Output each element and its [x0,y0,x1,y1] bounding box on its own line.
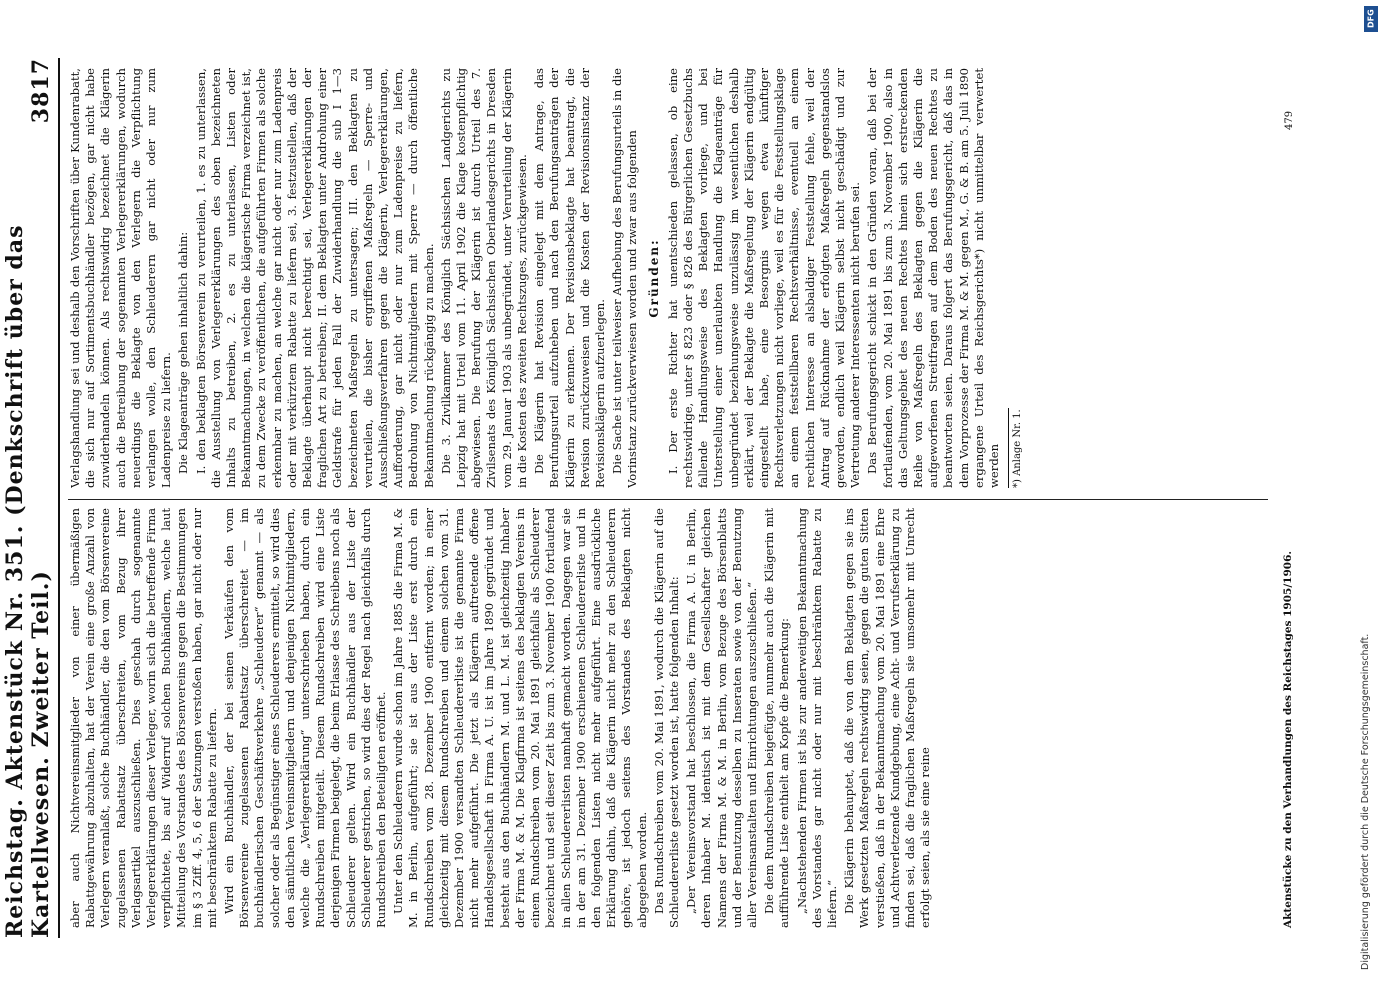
left-text-column [68,508,1258,928]
paragraph: Wird ein Buchhändler, der bei seinen Verkäufen den vom Börsenvereine zugelassenen Rabattsatz überschreitet — im buchhändlerischen Geschäftsverkehre „Schleuderer“ genannt — als solcher oder als Begünstiger eines Schleuderers ermittelt, so wird dies den sämtlichen Vereinsmitgliedern und denjenigen Nichtmitgliedern, welche die „Verlegererklärung“ unterschrieben haben, durch ein Rundschreiben mitgeteilt. Diesem Rundschreiben wird eine Liste derjenigen Firmen beigelegt, die beim Erlasse des Schreibens noch als Schleuderer gelten. Wird ein Buchhändler aus der Liste der Schleuderer gestrichen, so wird dies der Regel nach gleichfalls durch Rundschreiben den Beteiligten eröffnet. [222,508,389,928]
paragraph: Die Klägerin behauptet, daß die von dem Beklagten gegen sie ins Werk gesetzten Maßregeln rechtswidrig seien, gegen die guten Sitten verstießen, daß in der Bekanntmachung vom 20. Mai 1891 eine Ehre und Achtverletzende Kundgebung, eine Acht- und Verrufserklärung zu finden sei, daß die fraglichen Maßregeln sie umsomehr mit Unrecht erfolgt seien, als sie eine reine [842,508,933,928]
footnote: *) Anlage Nr. 1. [1012,409,1024,488]
paragraph: „Nachstehenden Firmen ist bis zur anderweitigen Bekanntmachung des Vorstandes gar nicht oder nur mit beschränktem Rabatte zu liefern.“ [794,508,839,928]
paragraph: „Der Vereinsvorstand hat beschlossen, die Firma A. U. in Berlin, deren Inhaber M. identisch ist mit dem Gesellschafter gleichen Namens der Firma M. & M. in Berlin, vom Bezuge des Börsenblatts und der Benutzung desselben zu Inseraten sowie von der Benutzung aller Vereinsanstalten und Einrichtungen auszuschließen.“ [684,508,759,928]
paragraph: Die 3. Zivilkammer des Königlich Sächsischen Landgerichts zu Leipzig hat mit Urteil vom 11. April 1902 die Klage kostenpflichtig abgewiesen. Die Berufung der Klägerin ist durch Urteil des 7. Zivilsenats des Königlich Sächsischen Oberlandesgerichts in Dresden vom 29. Januar 1903 als unbegründet, unter Verurteilung der Klägerin in die Kosten des zweiten Rechtszuges, zurückgewiesen. [438,68,529,488]
paragraph: Das Berufungsgericht schickt in den Gründen voran, daß bei der fortlaufenden, vom 20. Mai 1891 bis zum 3. November 1900, also in das Geltungsgebiet des neuen Rechtes hinein sich erstreckenden Reihe von Maßregeln des Beklagten gegen die Klägerin die aufgeworfenen Streitfragen auf dem Boden des neuen Rechtes zu beantworten seien. Daraus folgert das Berufungsgericht, daß das in dem Vorprozesse der Firma M. & M. gegen M., G. & B. am 5. Juli 1890 ergangene Urteil des Reichsgerichts*) nicht unmittelbar verwertet werden [865,68,1001,488]
paragraph: Die dem Rundschreiben beigefügte, nunmehr auch die Klägerin mit aufführende Liste enthielt am Kopfe die Bemerkung: [762,508,792,928]
footnote-rule [1008,408,1009,488]
paragraph: Verlagshandlung sei und deshalb den Vorschriften über Kundenrabatt, die sich nur auf Sortimentsbuchhändler bezögen, gar nicht habe zuwiderhandeln können. Als rechtswidrig bezeichnet die Klägerin auch die Betreibung der sogenannten Verlegererklärungen, wodurch neuerdings die Beklagte von den Verlegern die Verpflichtung verlangen wolle, den Schleuderern gar nicht oder nur zum Ladenpreise zu liefern. [68,68,174,488]
paragraph: Die Klageanträge gehen inhaltlich dahin: [176,231,191,474]
paragraph: aber auch Nichtvereinsmitglieder von einer übermäßigen Rabattgewährung abzuhalten, hat der Verein eine große Anzahl von Verlegern veranlaßt, solche Buchhändler, die den vom Börsenvereine zugelassenen Rabattsatz überschreiten, vom Bezug ihrer Verlagsartikel auszuschließen. Dies geschah durch sogenannte Verlegererklärungen dieser Verleger, worin sich die betreffende Firma verpflichtete, bis auf Widerruf solchen Buchhändlern, welche laut Mitteilung des Vorstandes des Börsenvereins gegen die Bestimmungen im § 3 Ziff. 4, 5, 6 der Satzungen verstoßen haben, gar nicht oder nur mit beschränktem Rabatte zu liefern. [68,508,219,928]
page-header [2,58,60,938]
paragraph: Unter den Schleuderern wurde schon im Jahre 1885 die Firma M. & M. in Berlin, aufgeführt; sie ist aus der Liste erst durch ein Rundschreiben vom 28. Dezember 1900 entfernt worden; in einer gleichzeitig mit diesem Rundschreiben und einem solchen vom 31. Dezember 1900 versandten Schleudererliste ist die genannte Firma nicht mehr aufgeführt. Die jetzt als Klägerin auftretende offene Handelsgesellschaft in Firma A. U. ist im Jahre 1890 gegründet und besteht aus den Buchhändlern M. und L. M. ist gleichzeitig Inhaber der Firma M. & M. Die Klagfirma ist seitens des beklagten Vereins in einem Rundschreiben vom 20. Mai 1891 gleichfalls als Schleuderer bezeichnet und seit dieser Zeit bis zum 3. November 1900 fortlaufend in allen Schleudererlisten namhaft gemacht worden. Dagegen war sie in der am 31. Dezember 1900 erschienenen Schleudererliste und in den folgenden Listen nicht mehr aufgeführt. Eine ausdrückliche Erklärung dahin, daß die Klägerin nicht mehr zu den Schleuderern gehöre, ist jedoch seitens des Vorstandes des Beklagten nicht abgegeben worden. [391,508,649,928]
sheet-number: 479 [1284,110,1295,130]
digitization-credit: Digitalisierung gefördert durch die Deutsche Forschungsgemeinschaft. [1360,633,1371,970]
paragraph: Die Klägerin hat Revision eingelegt mit dem Antrage, das Berufungsurteil aufzuheben und nach den Berufungsanträgen der Klägerin zu erkennen. Der Revisionsbeklagte hat beantragt, die Revision zurückzuweisen und die Kosten der Revisionsinstanz der Revisionsklägerin aufzuerlegen. [532,68,607,488]
publication-footer: Aktenstücke zu den Verhandlungen des Reichstages 1905/1906. [1282,550,1294,928]
paragraph: Die Sache ist unter teilweiser Aufhebung des Berufungsurteils in die Vorinstanz zurückverwiesen worden und zwar aus folgenden [610,68,640,488]
paragraph: Das Rundschreiben vom 20. Mai 1891, wodurch die Klägerin auf die Schleudererliste gesetzt worden ist, hatte folgenden Inhalt: [651,508,681,928]
page-number: 3817 [28,58,54,124]
paragraph: I. Der erste Richter hat unentschieden gelassen, ob eine rechtswidrige, unter § 823 oder § 826 des Bürgerlichen Gesetzbuchs fallende Handlungsweise des Beklagten vorliege, und bei Unterstellung einer unerlaubten Handlung die Klageanträge für unbegründet beziehungsweise unzulässig im wesentlichen deshalb erklärt, weil der Beklagte die Maßregelung der Klägerin endgültig eingestellt habe, eine Besorgnis wegen etwa künftiger Rechtsverletzungen nicht vorliege, weil es für die Feststellungsklage an einem feststellbaren Rechtsverhältnisse, eventuell an einem rechtlichen Interesse an alsbaldiger Feststellung fehle, weil der Antrag auf Rücknahme der erfolgten Maßregeln gegenstandslos geworden, endlich weil Klägerin selbst nicht geschädigt und zur Vertretung anderer Interessenten nicht berufen sei. [665,68,863,488]
right-text-column [68,68,1258,488]
column-divider [68,499,1268,500]
page-title: Reichstag. Aktenstück Nr. 351. (Denkschrift über das Kartellwesen. Zweiter Teil.) [2,224,54,938]
section-heading: Gründen: [646,238,661,318]
dfg-logo: DFG [1364,6,1378,32]
paragraph: I. den beklagten Börsenverein zu verurteilen, 1. es zu unterlassen, die Ausstellung von Verlegererklärungen des oben bezeichneten Inhalts zu betreiben, 2. es zu unterlassen, Listen oder Bekanntmachungen, in welchen die klägerische Firma verzeichnet ist, zu dem Zwecke zu veröffentlichen, die aufgeführten Firmen als solche erkennbar zu machen, an welche gar nicht oder nur zum Ladenpreis oder mit verkürztem Rabatte zu liefern sei, 3. festzustellen, daß der Beklagte überhaupt nicht berechtigt sei, Verlegererklärungen der fraglichen Art zu betreiben; II. dem Beklagten unter Androhung einer Geldstrafe für jeden Fall der Zuwiderhandlung die sub I 1—3 bezeichneten Maßregeln zu untersagen; III. den Beklagten zu verurteilen, die bisher ergriffenen Maßregeln — Sperre- und Ausschließungsverfahren gegen die Klägerin, Verlegererklärungen, Aufforderung, gar nicht oder nur zum Ladenpreise zu liefern, Bedrohung von Nichtmitgliedern mit Sperre — durch öffentliche Bekanntmachung rückgängig zu machen. [193,68,436,488]
